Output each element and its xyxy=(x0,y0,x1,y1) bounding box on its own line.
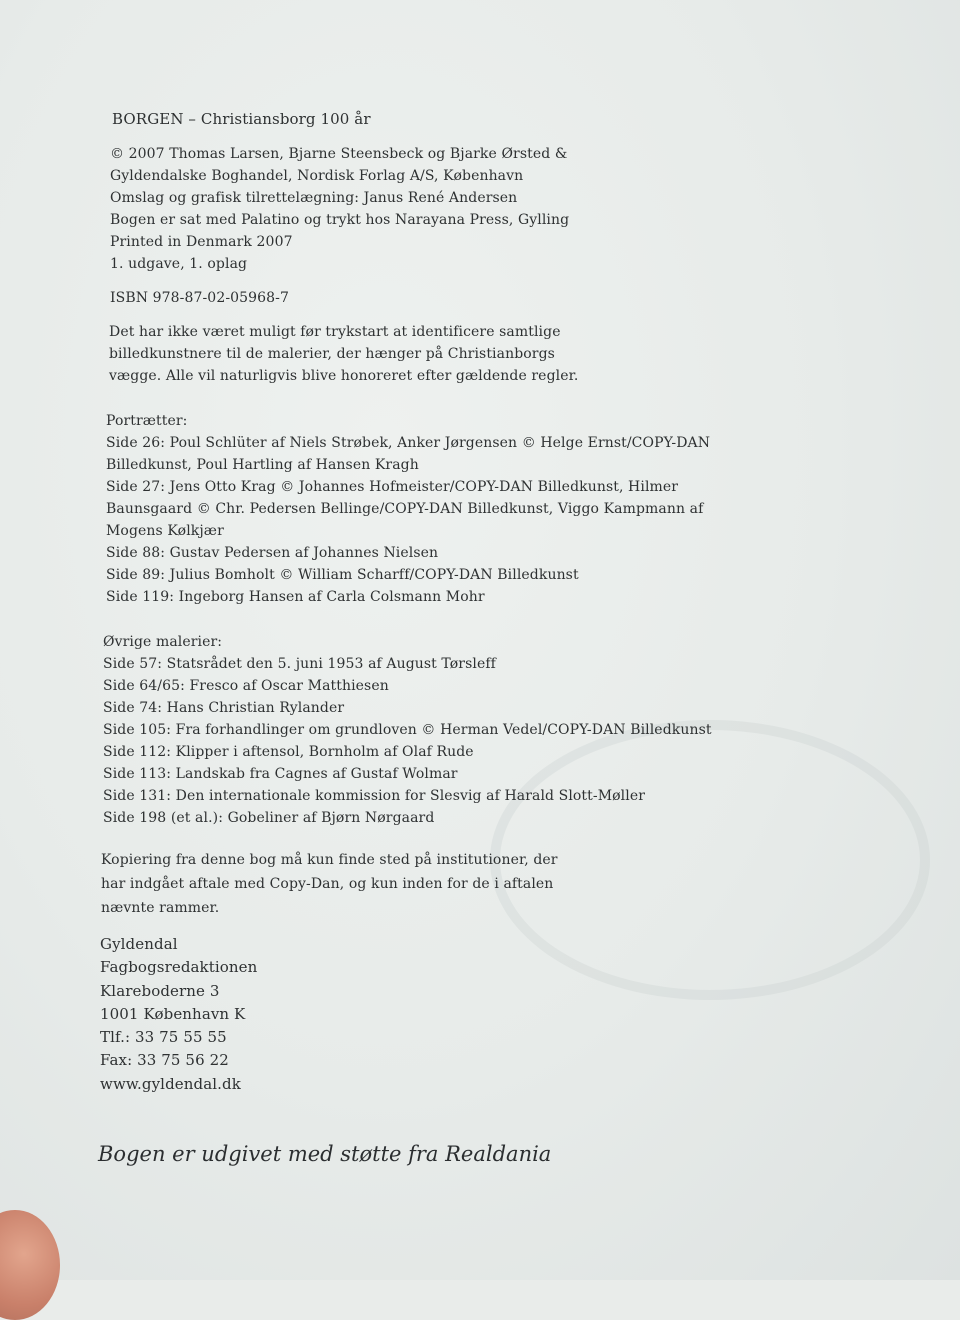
other-paintings-line: Side 112: Klipper i aftensol, Bornholm af Olaf Rude xyxy=(103,744,474,760)
book-title: BORGEN – Christiansborg 100 år xyxy=(112,110,371,128)
publisher-street: Klareboderne 3 xyxy=(100,981,220,1000)
notice-line: vægge. Alle vil naturligvis blive honoreret efter gældende regler. xyxy=(109,368,579,384)
other-paintings-line: Side 57: Statsrådet den 5. juni 1953 af August Tørsleff xyxy=(103,656,496,672)
colophon-line: © 2007 Thomas Larsen, Bjarne Steensbeck og Bjarke Ørsted & xyxy=(110,146,568,162)
portraits-line: Baunsgaard © Chr. Pedersen Bellinge/COPY-DAN Billedkunst, Viggo Kampmann af xyxy=(106,501,704,517)
publisher-city: 1001 København K xyxy=(100,1004,246,1023)
copying-line: Kopiering fra denne bog må kun finde sted på institutioner, der xyxy=(101,852,558,868)
notice-line: billedkunstnere til de malerier, der hænger på Christianborgs xyxy=(109,346,555,362)
colophon-block xyxy=(110,143,569,275)
publisher-name: Gyldendal xyxy=(100,935,178,953)
copying-block xyxy=(101,848,558,920)
notice-block xyxy=(109,321,578,387)
portraits-line: Side 89: Julius Bomholt © William Scharff/COPY-DAN Billedkunst xyxy=(106,567,579,583)
portraits-line: Side 26: Poul Schlüter af Niels Strøbek, Anker Jørgensen © Helge Ernst/COPY-DAN xyxy=(106,435,711,451)
isbn-block xyxy=(110,287,289,309)
other-paintings-line: Side 131: Den internationale kommission for Slesvig af Harald Slott-Møller xyxy=(103,788,646,804)
notice-line: Det har ikke været muligt før trykstart at identificere samtlige xyxy=(109,324,561,340)
publisher-block xyxy=(100,933,257,1096)
other-paintings-heading: Øvrige malerier: xyxy=(103,634,223,650)
other-paintings-line: Side 64/65: Fresco af Oscar Matthiesen xyxy=(103,678,389,694)
other-paintings-line: Side 198 (et al.): Gobeliner af Bjørn Nørgaard xyxy=(103,810,435,826)
publisher-website: www.gyldendal.dk xyxy=(100,1074,241,1093)
copying-line: nævnte rammer. xyxy=(101,900,220,916)
other-paintings-line: Side 105: Fra forhandlinger om grundloven © Herman Vedel/COPY-DAN Billedkunst xyxy=(103,722,712,738)
other-paintings-line: Side 113: Landskab fra Cagnes af Gustaf Wolmar xyxy=(103,766,458,782)
portraits-line: Side 27: Jens Otto Krag © Johannes Hofmeister/COPY-DAN Billedkunst, Hilmer xyxy=(106,479,679,495)
colophon-line: 1. udgave, 1. oplag xyxy=(110,256,248,272)
isbn: ISBN 978-87-02-05968-7 xyxy=(110,290,290,306)
colophon-line: Printed in Denmark 2007 xyxy=(110,234,293,250)
book-title-block xyxy=(112,108,371,130)
portraits-line: Side 119: Ingeborg Hansen af Carla Colsmann Mohr xyxy=(106,589,485,605)
portraits-heading: Portrætter: xyxy=(106,413,188,429)
publisher-department: Fagbogsredaktionen xyxy=(100,958,258,977)
publisher-phone: Tlf.: 33 75 55 55 xyxy=(100,1028,227,1047)
portraits-line: Side 88: Gustav Pedersen af Johannes Nielsen xyxy=(106,545,439,561)
colophon-line: Omslag og grafisk tilrettelægning: Janus René Andersen xyxy=(110,190,518,206)
copying-line: har indgået aftale med Copy-Dan, og kun inden for de i aftalen xyxy=(101,876,554,892)
portraits-block xyxy=(106,410,710,608)
other-paintings-line: Side 74: Hans Christian Rylander xyxy=(103,700,345,716)
portraits-line: Mogens Kølkjær xyxy=(106,523,224,539)
thumb-in-corner xyxy=(0,1210,60,1320)
support-statement: Bogen er udgivet med støtte fra Realdania xyxy=(98,1142,552,1166)
portraits-line: Billedkunst, Poul Hartling af Hansen Kragh xyxy=(106,457,419,473)
colophon-line: Bogen er sat med Palatino og trykt hos Narayana Press, Gylling xyxy=(110,212,570,228)
publisher-fax: Fax: 33 75 56 22 xyxy=(100,1051,229,1070)
colophon-line: Gyldendalske Boghandel, Nordisk Forlag A/S, København xyxy=(110,168,524,184)
other-paintings-block xyxy=(103,631,712,829)
